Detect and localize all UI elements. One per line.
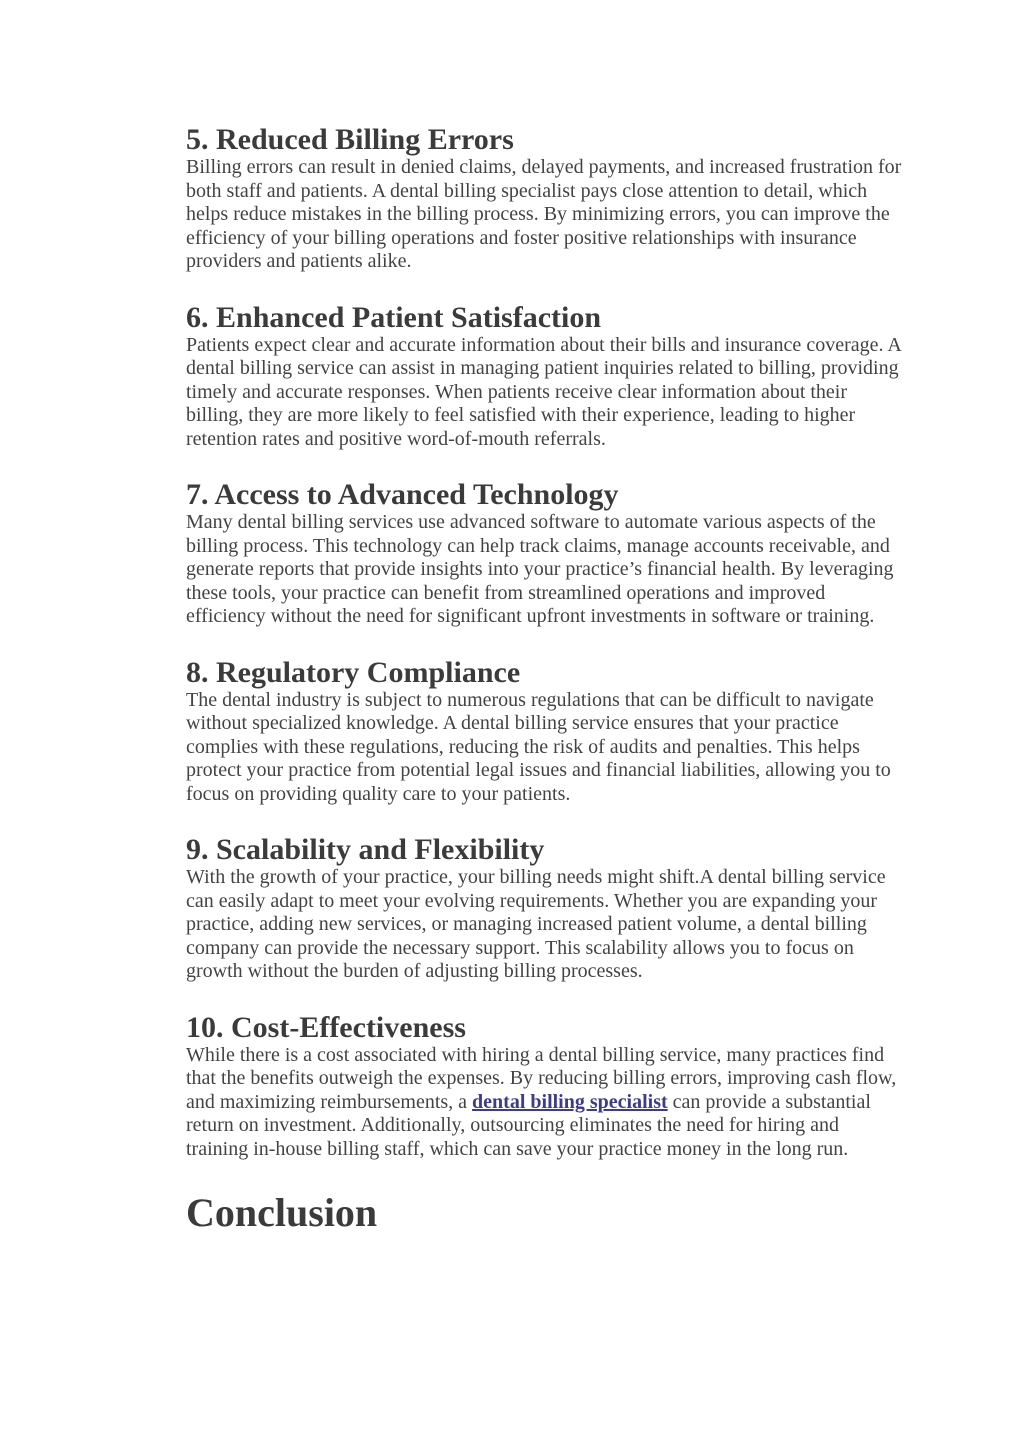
body-text-before-link: While there is a cost associated with hiring a dental billing service, many practices find that the benefits outweigh the expenses. By reducing billing errors, improving cash flow, and maximizing reimbursements, a bbox=[186, 1043, 897, 1113]
section-heading-8: 8. Regulatory Compliance bbox=[186, 655, 521, 689]
section-heading-9: 9. Scalability and Flexibility bbox=[186, 833, 545, 866]
document-content bbox=[186, 124, 902, 1235]
section-access-to-advanced-technology bbox=[186, 479, 902, 629]
section-body-7: Many dental billing services use advanced software to automate various aspects of the billing process. This technology can help track claims, manage accounts receivable, and generate reports that provide insights into your practice’s financial health. By leveraging these tools, your practice can benefit from streamlined operations and improved efficiency without the need for significant upfront investments in software or training. bbox=[186, 511, 894, 627]
section-body-9: With the growth of your practice, your billing needs might shift.A dental billing service can easily adapt to meet your evolving requirements. Whether you are expanding your practice, adding new services, or managing increased patient volume, a dental billing company can provide the necessary support. This scalability allows you to focus on growth without the burden of adjusting billing processes. bbox=[186, 866, 886, 982]
section-heading-6: 6. Enhanced Patient Satisfaction bbox=[186, 300, 602, 334]
section-heading-10: 10. Cost-Effectiveness bbox=[186, 1010, 466, 1044]
section-body-6: Patients expect clear and accurate information about their bills and insurance coverage. A dental billing service can assist in managing patient inquiries related to billing, providing timely and accurate responses. When patients receive clear information about their billing, they are more likely to feel satisfied with their experience, leading to higher retention rates and positive word-of-mouth referrals. bbox=[186, 333, 901, 450]
dental-billing-specialist-link[interactable]: dental billing specialist bbox=[472, 1090, 668, 1113]
section-reduced-billing-errors bbox=[186, 124, 902, 274]
section-regulatory-compliance bbox=[186, 657, 902, 807]
body-text-after-link: can provide a substantial return on investment. Additionally, outsourcing eliminates the need for hiring and training in-house billing staff, which can save your practice money in the long run. bbox=[186, 1090, 871, 1160]
section-body-10 bbox=[186, 1044, 902, 1162]
conclusion-heading: Conclusion bbox=[186, 1190, 378, 1235]
section-heading-7: 7. Access to Advanced Technology bbox=[186, 478, 619, 511]
section-body-8: The dental industry is subject to numerous regulations that can be difficult to navigate without specialized knowledge. A dental billing service ensures that your practice complies with these regulations, reducing the risk of audits and penalties. This helps protect your practice from potential legal issues and financial liabilities, allowing you to focus on providing quality care to your patients. bbox=[186, 688, 891, 805]
section-enhanced-patient-satisfaction bbox=[186, 302, 902, 452]
section-cost-effectiveness bbox=[186, 1012, 902, 1162]
section-scalability-and-flexibility bbox=[186, 834, 902, 984]
section-body-5: Billing errors can result in denied claims, delayed payments, and increased frustration for both staff and patients. A dental billing specialist pays close attention to detail, which helps reduce mistakes in the billing process. By minimizing errors, you can improve the efficiency of your billing operations and foster positive relationships with insurance providers and patients alike. bbox=[186, 156, 902, 272]
section-heading-5: 5. Reduced Billing Errors bbox=[186, 123, 514, 156]
